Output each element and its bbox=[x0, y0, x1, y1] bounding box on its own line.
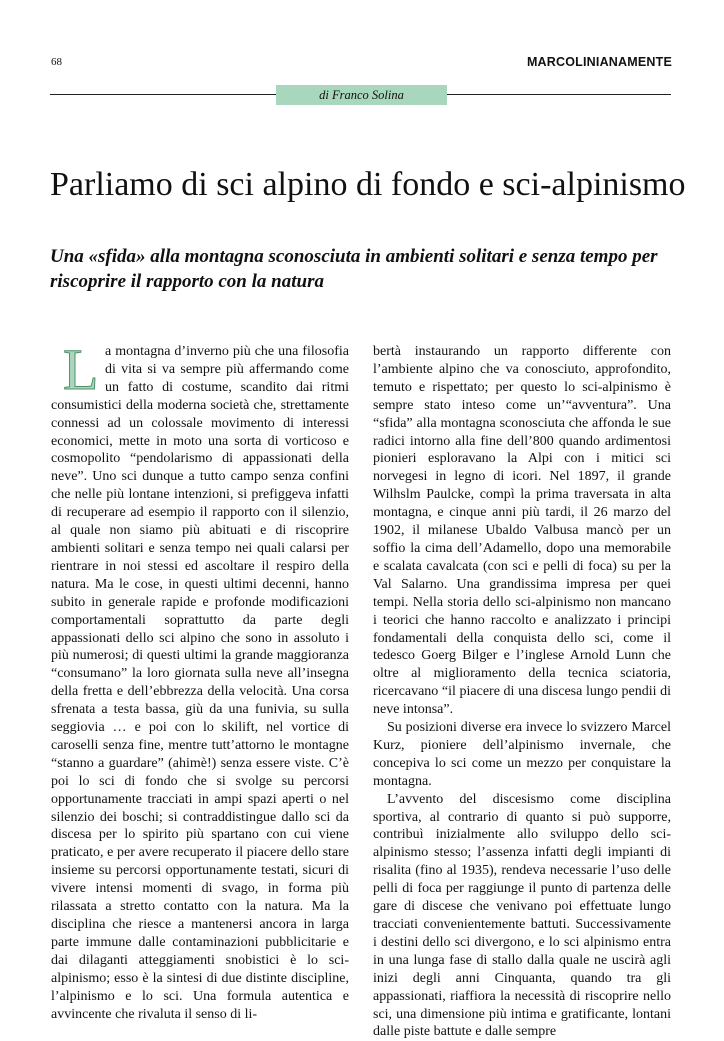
article-title: Parliamo di sci alpino di fondo e sci-alpinismo bbox=[50, 166, 686, 203]
drop-cap: L bbox=[63, 337, 99, 402]
paragraph: Su posizioni diverse era invece lo svizzero Marcel Kurz, pioniere dell’alpinismo invernale, che concepiva lo sci come un mezzo per conquistare la montagna. bbox=[373, 720, 671, 789]
left-column bbox=[51, 337, 349, 1023]
page-number: 68 bbox=[51, 56, 62, 68]
paragraph: bertà instaurando un rapporto differente con l’ambiente alpino che va conosciuto, approfondito, temuto e rispettato; per questo lo sci-alpinismo è sempre stato inteso come un’“avventura”. Una “sfida” alla montagna sconosciuta che affonda le sue radici intorno alla fine dell’800 quando ardimentosi pionieri esploravano la Alpi con i mitici sci norvegesi in legno di icori. Nel 1897, il grande Wilhslm Paulcke, compì la prima traversata in alta montagna, e cinque anni più tardi, il 26 marzo del 1902, il milanese Ubaldo Valbusa mancò per un soffio la cima dell’Adamello, dopo una memorabile e scalata cavalcata (con sci e pelli di foca) su per la Val Salarno. Una grandissima impresa per quei tempi. Nella storia dello sci-alpinismo non mancano i teorici che hanno raccolto e analizzato i principi fondamentali della conquista dello sci, come il tedesco Goerg Bilger e l’inglese Arnold Lunn che oltre al miglioramento della tecnica sciatoria, ricercavano “il piacere di una discesa lungo pendii di neve intonsa”. bbox=[373, 344, 671, 718]
article-subtitle: Una «sfida» alla montagna sconosciuta in ambienti solitari e senza tempo per riscoprire il rapporto con la natura bbox=[50, 246, 658, 292]
byline: di Franco Solina bbox=[276, 85, 447, 105]
paragraph-text: a montagna d’inverno più che una filosofia di vita si va sempre più affermando come un fatto di costume, scandito dai ritmi consumistici della moderna società che, strettamente connessi ad un colossale movimento di interessi economici, mette in moto una sorta di vorticoso e cosmopolito “pendolarismo di appassionati della neve”. Uno sci dunque a tutto campo senza confini che nelle più lontane intenzioni, si prefiggeva infatti di recuperare ad esempio il rapporto con il silenzio, al quale non siamo più abituati e di riscoprire ambienti solitari e senza tempo nei quali calarsi per rientrare in noi stessi ed ascoltare il respiro della natura. Ma le cose, in questi ultimi decenni, hanno subito in generale rapide e profonde modificazioni comportamentali soprattutto da parte degli appassionati dello sci alpino che sono in assoluto i più numerosi; di questi ultimi la grande maggioranza “consumano” la loro giornata sulla neve all’insegna della fretta e dell’ebbrezza della velocità. Una corsa sfrenata a testa bassa, giù da una funivia, su sulla seggiovia … e poi con lo skilift, nel vortice di caroselli senza fine, mentre tutt’attorno le montagne “stanno a guardare” (ahimè!) senza essere viste. C’è poi lo sci di fondo che si svolge su percorsi opportunamente tracciati in ampi spazi aperti o nel silenzio dei boschi; si contraddistingue dallo sci da discesa per lo spirito più spartano con cui viene praticato, e per avere recuperato il piacere dello stare insieme su percorsi opportunamente testati, sicuri di vivere intensi momenti di svago, in forma più rilassata a stretto contatto con la natura. Ma la disciplina che riesce a mantenersi ancora in larga parte immune dalle contaminazioni pubblicitarie e dai dilaganti atteggiamenti snobistici è lo sci-alpinismo; esso è la sintesi di due distinte discipline, l’alpinismo e lo sci. Una formula autentica e avvincente che rivaluta il senso di li- bbox=[51, 344, 349, 1022]
right-column bbox=[373, 343, 671, 1041]
paragraph bbox=[51, 337, 349, 1023]
section-name: MARCOLINIANAMENTE bbox=[526, 55, 672, 69]
header-rule-right bbox=[447, 94, 671, 95]
header-rule-left bbox=[50, 94, 276, 95]
paragraph: L’avvento del discesismo come disciplina sportiva, al contrario di quanto si può supporre, contribuì inizialmente allo sviluppo dello sci-alpinismo stesso; l’assenza infatti degli impianti di risalita (fino al 1935), rendeva necessarie l’uso delle pelli di foca per raggiunge il punto di partenza delle gare di discese che venivano poi effettuate lungo tracciati convenientemente battuti. Successivamente i destini dello sci divergono, e lo sci alpinismo entra in una lunga fase di stallo dalla quale ne uscirà agli inizi degli anni Cinquanta, quando tra gli appassionati, riaffiora la necessità di riscoprire nello sci, una dimensione più intima e gratificante, lontani dalle piste battute e dalle sempre bbox=[373, 791, 671, 1040]
